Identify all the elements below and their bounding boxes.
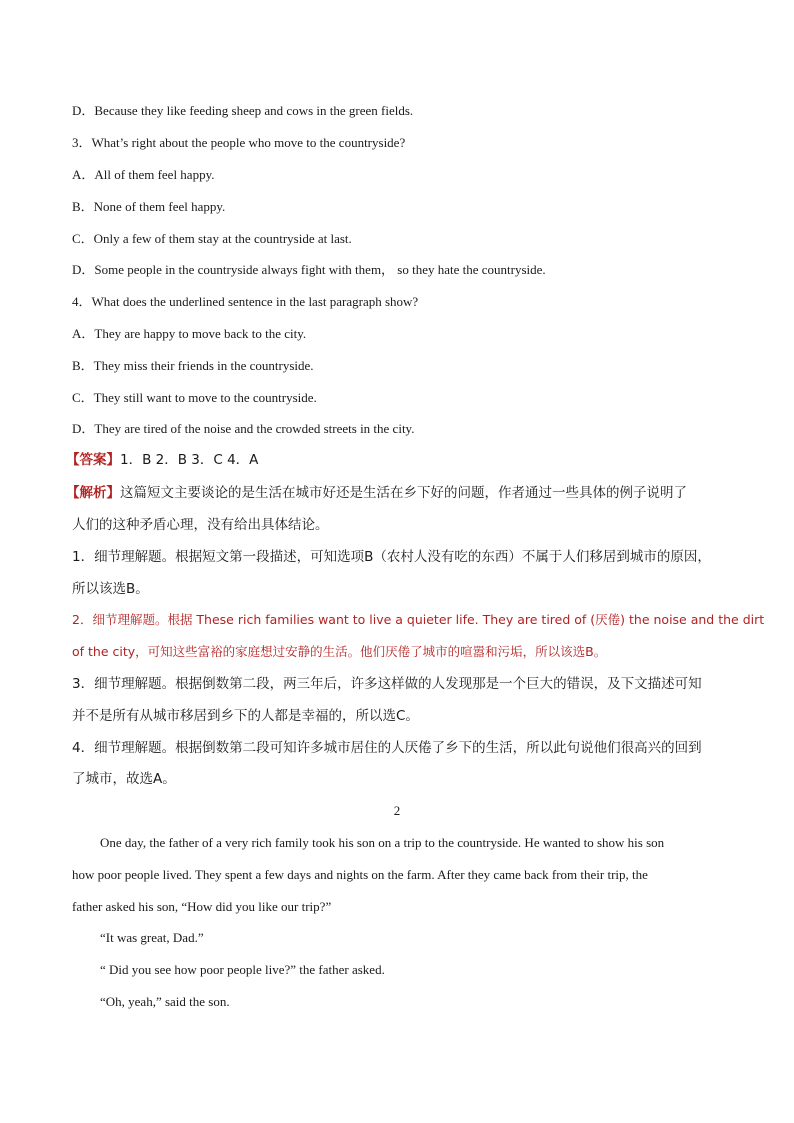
- analysis-item-3-line-2: 并不是所有从城市移居到乡下的人都是幸福的，所以选C。: [72, 708, 419, 724]
- answer-label: 【答案】: [66, 452, 120, 468]
- answer-line: [66, 452, 722, 468]
- question-4-option-c: C．They still want to move to the countryside.: [72, 390, 317, 405]
- analysis-label: 【解析】: [66, 485, 120, 501]
- analysis-item-4-line-1: 4．细节理解题。根据倒数第二段可知许多城市居住的人厌倦了乡下的生活，所以此句说他们很高兴的回到: [72, 740, 702, 756]
- question-3-option-b: B．None of them feel happy.: [72, 199, 226, 214]
- passage-2-paragraph-1-line-1: One day, the father of a very rich family took his son on a trip to the countryside. He wanted to show his son: [100, 835, 665, 850]
- question-4-option-d: D．They are tired of the noise and the crowded streets in the city.: [72, 421, 415, 436]
- analysis-intro-line-2: 人们的这种矛盾心理，没有给出具体结论。: [72, 517, 329, 533]
- analysis-item-4-line-2: 了城市，故选A。: [72, 771, 176, 787]
- analysis-item-1-line-2: 所以该选B。: [72, 581, 149, 597]
- analysis-intro-text: 这篇短文主要谈论的是生活在城市好还是生活在乡下好的问题，作者通过一些具体的例子说明了: [120, 485, 687, 501]
- question-3-stem: 3．What’s right about the people who move to the countryside?: [72, 135, 406, 150]
- passage-2-paragraph-1-line-3: father asked his son, “How did you like our trip?”: [72, 899, 332, 914]
- passage-2-paragraph-3: “ Did you see how poor people live?” the father asked.: [100, 962, 385, 977]
- question-3-option-d: D．Some people in the countryside always fight with them， so they hate the countryside.: [72, 262, 546, 277]
- question-4-stem: 4．What does the underlined sentence in the last paragraph show?: [72, 294, 419, 309]
- question-3-option-a: A．All of them feel happy.: [72, 167, 215, 182]
- analysis-intro-line-1: [66, 485, 722, 501]
- analysis-item-1-line-1: 1．细节理解题。根据短文第一段描述，可知选项B（农村人没有吃的东西）不属于人们移居到城市的原因，: [72, 549, 711, 565]
- question-3-option-c: C．Only a few of them stay at the countryside at last.: [72, 231, 352, 246]
- passage-2-paragraph-4: “Oh, yeah,” said the son.: [100, 994, 230, 1009]
- analysis-item-2-line-1: 2．细节理解题。根据 These rich families want to live a quieter life. They are tired of (厌倦) the noise and the dirt: [72, 612, 765, 627]
- passage-number: 2: [393, 803, 401, 818]
- answer-text: 1．B 2．B 3．C 4．A: [120, 452, 259, 468]
- analysis-item-3-line-1: 3．细节理解题。根据倒数第二段，两三年后，许多这样做的人发现那是一个巨大的错误，及下文描述可知: [72, 676, 702, 692]
- question-2-option-d: D．Because they like feeding sheep and cows in the green fields.: [72, 103, 414, 118]
- passage-2-paragraph-2: “It was great, Dad.”: [100, 930, 204, 945]
- question-4-option-b: B．They miss their friends in the countryside.: [72, 358, 314, 373]
- passage-2-paragraph-1-line-2: how poor people lived. They spent a few days and nights on the farm. After they came back from their trip, the: [72, 867, 648, 882]
- analysis-item-2-line-2: of the city，可知这些富裕的家庭想过安静的生活。他们厌倦了城市的喧嚣和污垢，所以该选B。: [72, 644, 607, 659]
- question-4-option-a: A．They are happy to move back to the city.: [72, 326, 307, 341]
